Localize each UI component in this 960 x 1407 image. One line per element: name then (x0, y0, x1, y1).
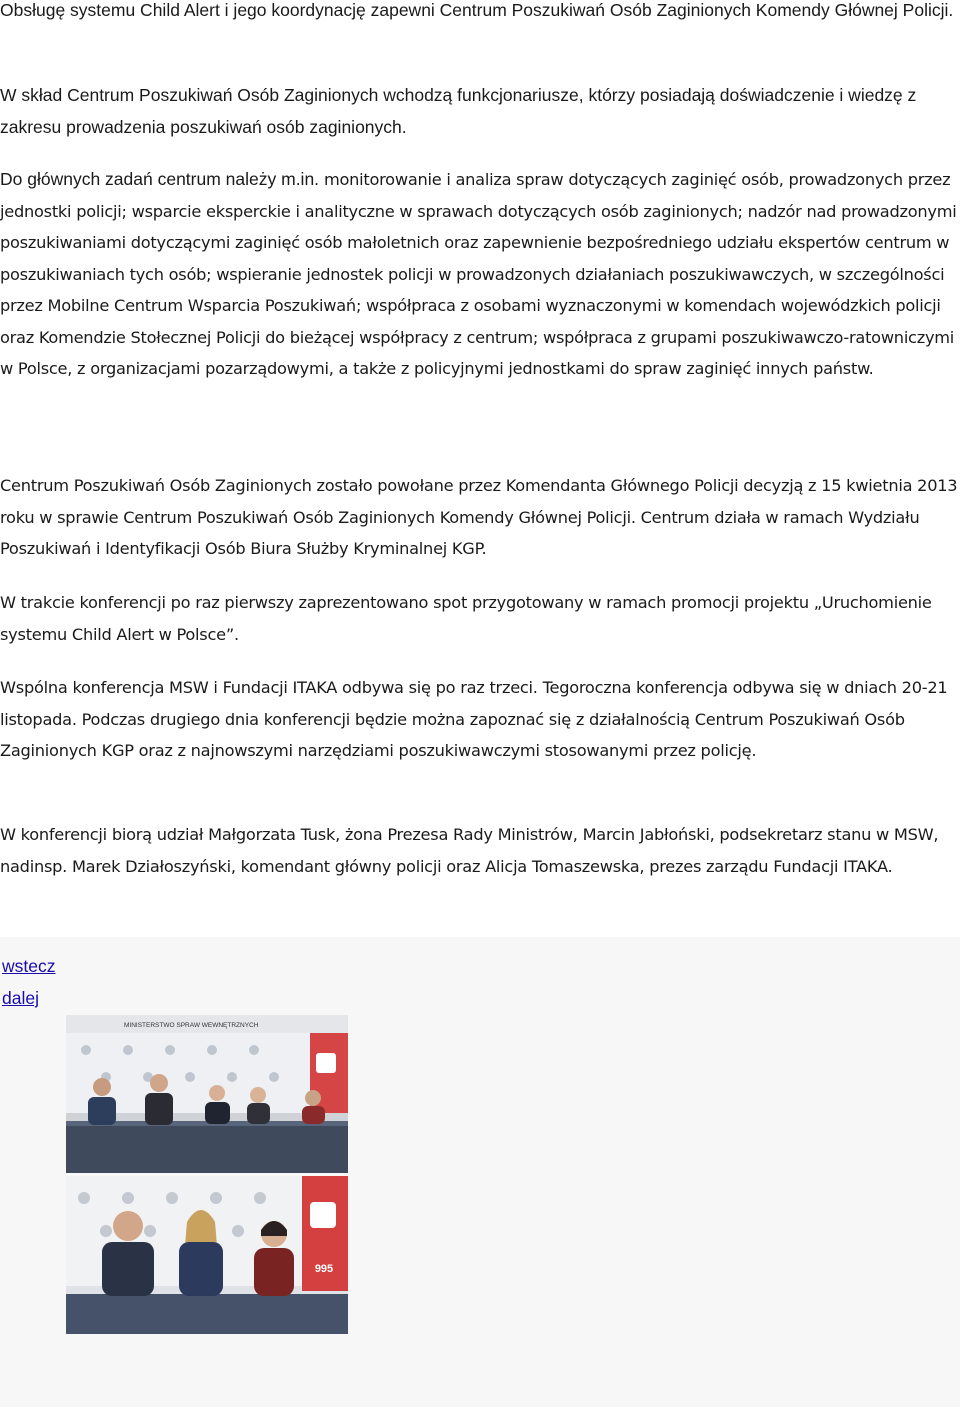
conference-photo-2-image (66, 1176, 348, 1334)
conference-photo-1-image (66, 1015, 348, 1173)
paragraph-intro: Obsługę systemu Child Alert i jego koordynację zapewni Centrum Poszukiwań Osób Zaginionych Komendy Głównej Policji. (0, 0, 954, 20)
paragraph-founding: Centrum Poszukiwań Osób Zaginionych zostało powołane przez Komendanta Głównego Policji decyzją z 15 kwietnia 2013 roku w sprawie Centrum Poszukiwań Osób Zaginionych Komendy Głównej Policji. Centrum działa w ramach Wydziału Poszukiwań i Identyfikacji Osób Biura Służby Kryminalnej KGP. (0, 476, 958, 558)
paragraph-members: W skład Centrum Poszukiwań Osób Zaginionych wchodzą funkcjonariusze, którzy posiadają doświadczenie i wiedzę z zakresu prowadzenia poszukiwań osób zaginionych. (0, 85, 917, 137)
paragraph-tasks-lead: Do głównych zadań centrum należy m.in. (0, 169, 320, 189)
back-link[interactable]: wstecz (2, 956, 56, 976)
next-link[interactable]: dalej (2, 988, 39, 1008)
conference-photo-2 (66, 1176, 348, 1334)
badge-number: 995 (314, 1263, 334, 1275)
paragraph-conference: Wspólna konferencja MSW i Fundacji ITAKA odbywa się po raz trzeci. Tegoroczna konferencja odbywa się w dniach 20-21 listopada. Podczas drugiego dnia konferencji będzie można zapoznać się z działalnością Centrum Poszukiwań Osób Zaginionych KGP oraz z najnowszymi narzędziami poszukiwawczymi stosowanymi przez policję. (0, 678, 948, 760)
paragraph-tasks-body: monitorowanie i analiza spraw dotyczących zaginięć osób, prowadzonych przez jednostki policji; wsparcie eksperckie i analityczne w sprawach dotyczących osób zaginionych; nadzór nad prowadzonymi poszukiwaniami dotyczącymi zaginięć osób małoletnich oraz zapewnienie bezpośredniego udziału ekspertów centrum w poszukiwaniach tych osób; wspieranie jednostek policji w prowadzonych działaniach poszukiwawczych, w szczególności przez Mobilne Centrum Wsparcia Poszukiwań; współpraca z osobami wyznaczonymi w komendach wojewódzkich policji oraz Komendzie Stołecznej Policji do bieżącej współpracy z centrum; współpraca z grupami poszukiwawczo-ratowniczymi w Polsce, z organizacjami pozarządowymi, a także z policyjnymi jednostkami do spraw zaginięć innych państw. (0, 170, 957, 378)
paragraph-tasks (0, 164, 960, 385)
conference-photo-1 (66, 1015, 348, 1173)
banner-text: MINISTERSTWO SPRAW WEWNĘTRZNYCH (124, 1022, 259, 1029)
gallery-section (0, 937, 960, 1407)
paragraph-participants: W konferencji biorą udział Małgorzata Tusk, żona Prezesa Rady Ministrów, Marcin Jabłoński, podsekretarz stanu w MSW, nadinsp. Marek Działoszyński, komendant główny policji oraz Alicja Tomaszewska, prezes zarządu Fundacji ITAKA. (0, 825, 939, 876)
paragraph-spot: W trakcie konferencji po raz pierwszy zaprezentowano spot przygotowany w ramach promocji projektu „Uruchomienie systemu Child Alert w Polsce”. (0, 593, 932, 644)
